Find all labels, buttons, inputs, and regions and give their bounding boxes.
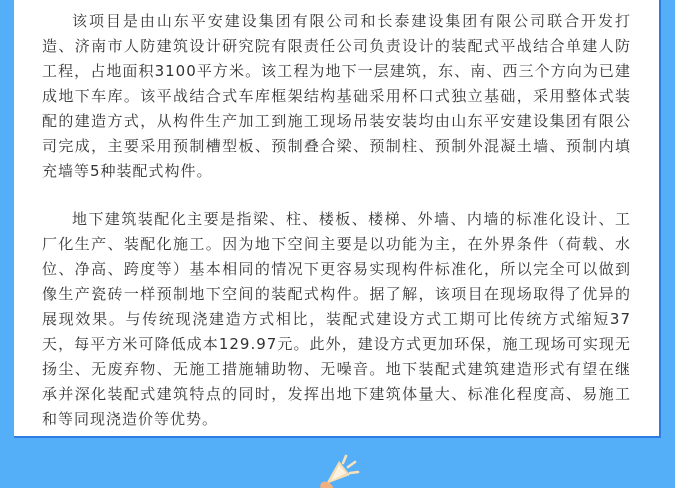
megaphone-icon (316, 454, 362, 488)
article-paragraph-1: 该项目是由山东平安建设集团有限公司和长泰建设集团有限公司联合开发打造、济南市人防建筑设计研究院有限责任公司负责设计的装配式平战结合单建人防工程，占地面积3100平方米。该工程为地下一层建筑，东、南、西三个方向为已建成地下车库。该平战结合式车库框架结构基础采用杯口式独立基础，采用整体式装配的建造方式，从构件生产加工到施工现场吊装安装均由山东平安建设集团有限公司完成，主要采用预制槽型板、预制叠合梁、预制柱、预制外混凝土墙、预制内填充墙等5种装配式构件。 (42, 12, 631, 180)
article-paragraph-2: 地下建筑装配化主要是指梁、柱、楼板、楼梯、外墙、内墙的标准化设计、工厂化生产、装配化施工。因为地下空间主要是以功能为主，在外界条件（荷载、水位、净高、跨度等）基本相同的情况下更容易实现构件标准化，所以完全可以做到像生产瓷砖一样预制地下空间的装配式构件。据了解，该项目在现场取得了优异的展现效果。与传统现浇建造方式相比，装配式建设方式工期可比传统方式缩短37天，每平方米可降低成本129.97元。此外，建设方式更加环保，施工现场可实现无扬尘、无废弃物、无施工措施辅助物、无噪音。地下装配式建筑建造形式有望在继承并深化装配式建筑特点的同时，发挥出地下建筑体量大、标准化程度高、易施工和等同现浇造价等优势。 (42, 210, 631, 428)
article-card (14, 0, 661, 438)
